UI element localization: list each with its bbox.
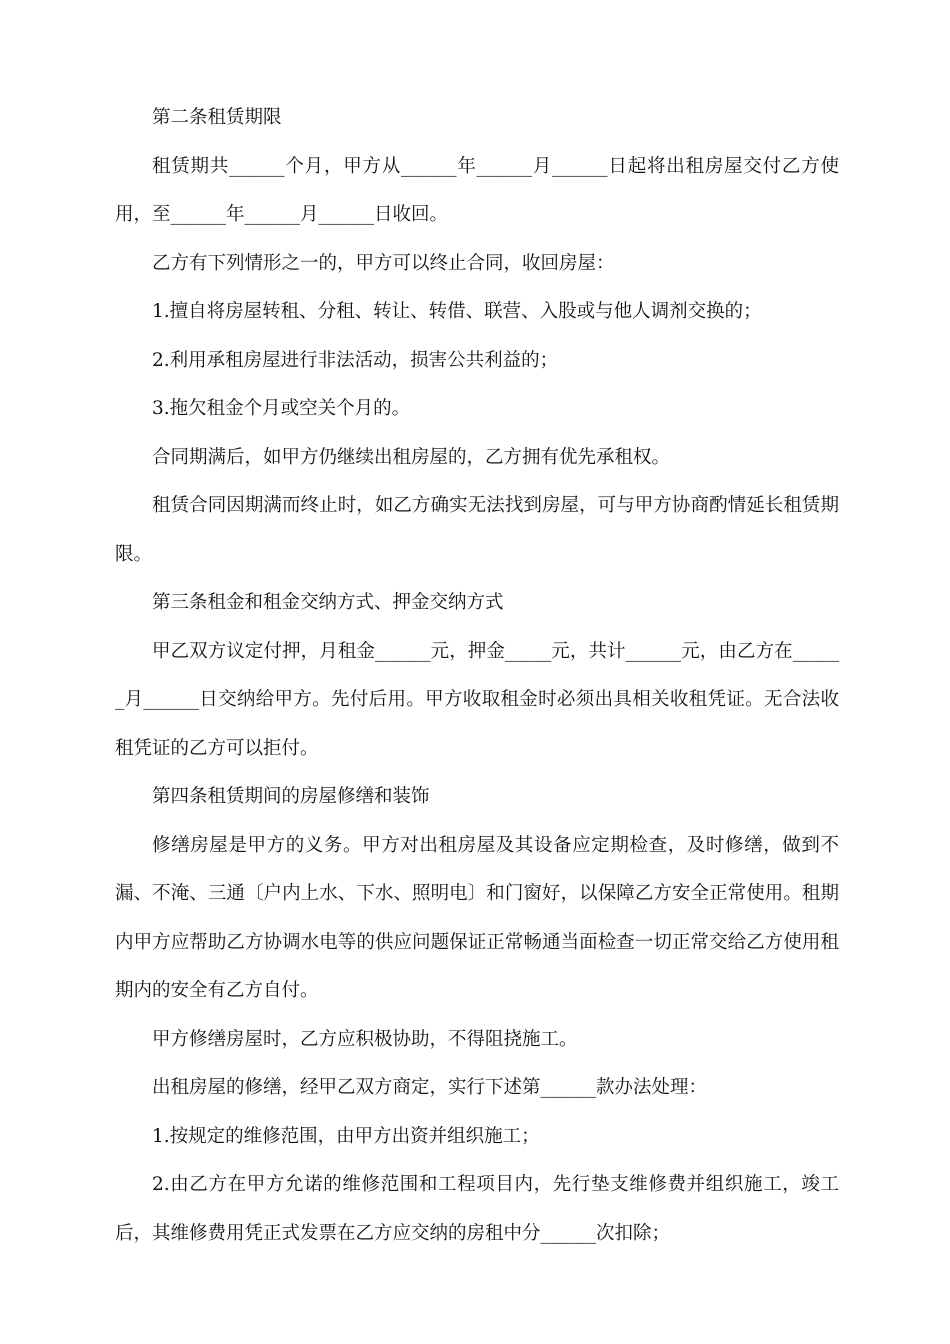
heading-article-2: 第二条租赁期限	[152, 107, 282, 128]
heading-article-3: 第三条租金和租金交纳方式、押金交纳方式	[152, 592, 504, 613]
paragraph-repair-duty: 修缮房屋是甲方的义务。甲方对出租房屋及其设备应定期检查，及时修缮，做到不漏、不淹、三通〔户内上水、下水、照明电〕和门窗好，以保障乙方安全正常使用。租期内甲方应帮助乙方协调水电等的供应问题保证正常畅通当面检查一切正常交给乙方使用租期内的安全有乙方自付。	[115, 834, 839, 1001]
list-item-condition-1: 1.擅自将房屋转租、分租、转让、转借、联营、入股或与他人调剂交换的；	[152, 301, 762, 322]
list-item-repair-1: 1.按规定的维修范围，由甲方出资并组织施工；	[152, 1125, 540, 1147]
list-item-condition-2: 2.利用承租房屋进行非法活动，损害公共利益的；	[152, 349, 559, 371]
paragraph-extension: 租赁合同因期满而终止时，如乙方确实无法找到房屋，可与甲方协商酌情延长租赁期限。	[115, 495, 839, 565]
list-item-condition-3: 3.拖欠租金个月或空关个月的。	[152, 398, 411, 419]
paragraph-termination-conditions: 乙方有下列情形之一的，甲方可以终止合同，收回房屋：	[152, 252, 615, 274]
list-item-repair-2: 2.由乙方在甲方允诺的维修范围和工程项目内，先行垫支维修费并组织施工，竣工后，其维修费用凭正式发票在乙方应交纳的房租中分______次扣除；	[115, 1174, 839, 1244]
paragraph-repair-method: 出租房屋的修缮，经甲乙双方商定，实行下述第______款办法处理：	[152, 1077, 708, 1098]
document-body	[115, 94, 839, 1258]
paragraph-rent-payment: 甲乙双方议定付押，月租金______元，押金_____元，共计______元，由乙方在______月______日交纳给甲方。先付后用。甲方收取租金时必须出具相关收租凭证。无合法收租凭证的乙方可以拒付。	[115, 640, 839, 759]
paragraph-lease-term: 租赁期共______个月，甲方从______年______月______日起将出租房屋交付乙方使用，至______年______月______日收回。	[115, 155, 839, 225]
paragraph-priority-right: 合同期满后，如甲方仍继续出租房屋的，乙方拥有优先承租权。	[152, 446, 671, 468]
heading-article-4: 第四条租赁期间的房屋修缮和装饰	[152, 786, 430, 807]
paragraph-repair-cooperation: 甲方修缮房屋时，乙方应积极协助，不得阻挠施工。	[152, 1028, 578, 1050]
